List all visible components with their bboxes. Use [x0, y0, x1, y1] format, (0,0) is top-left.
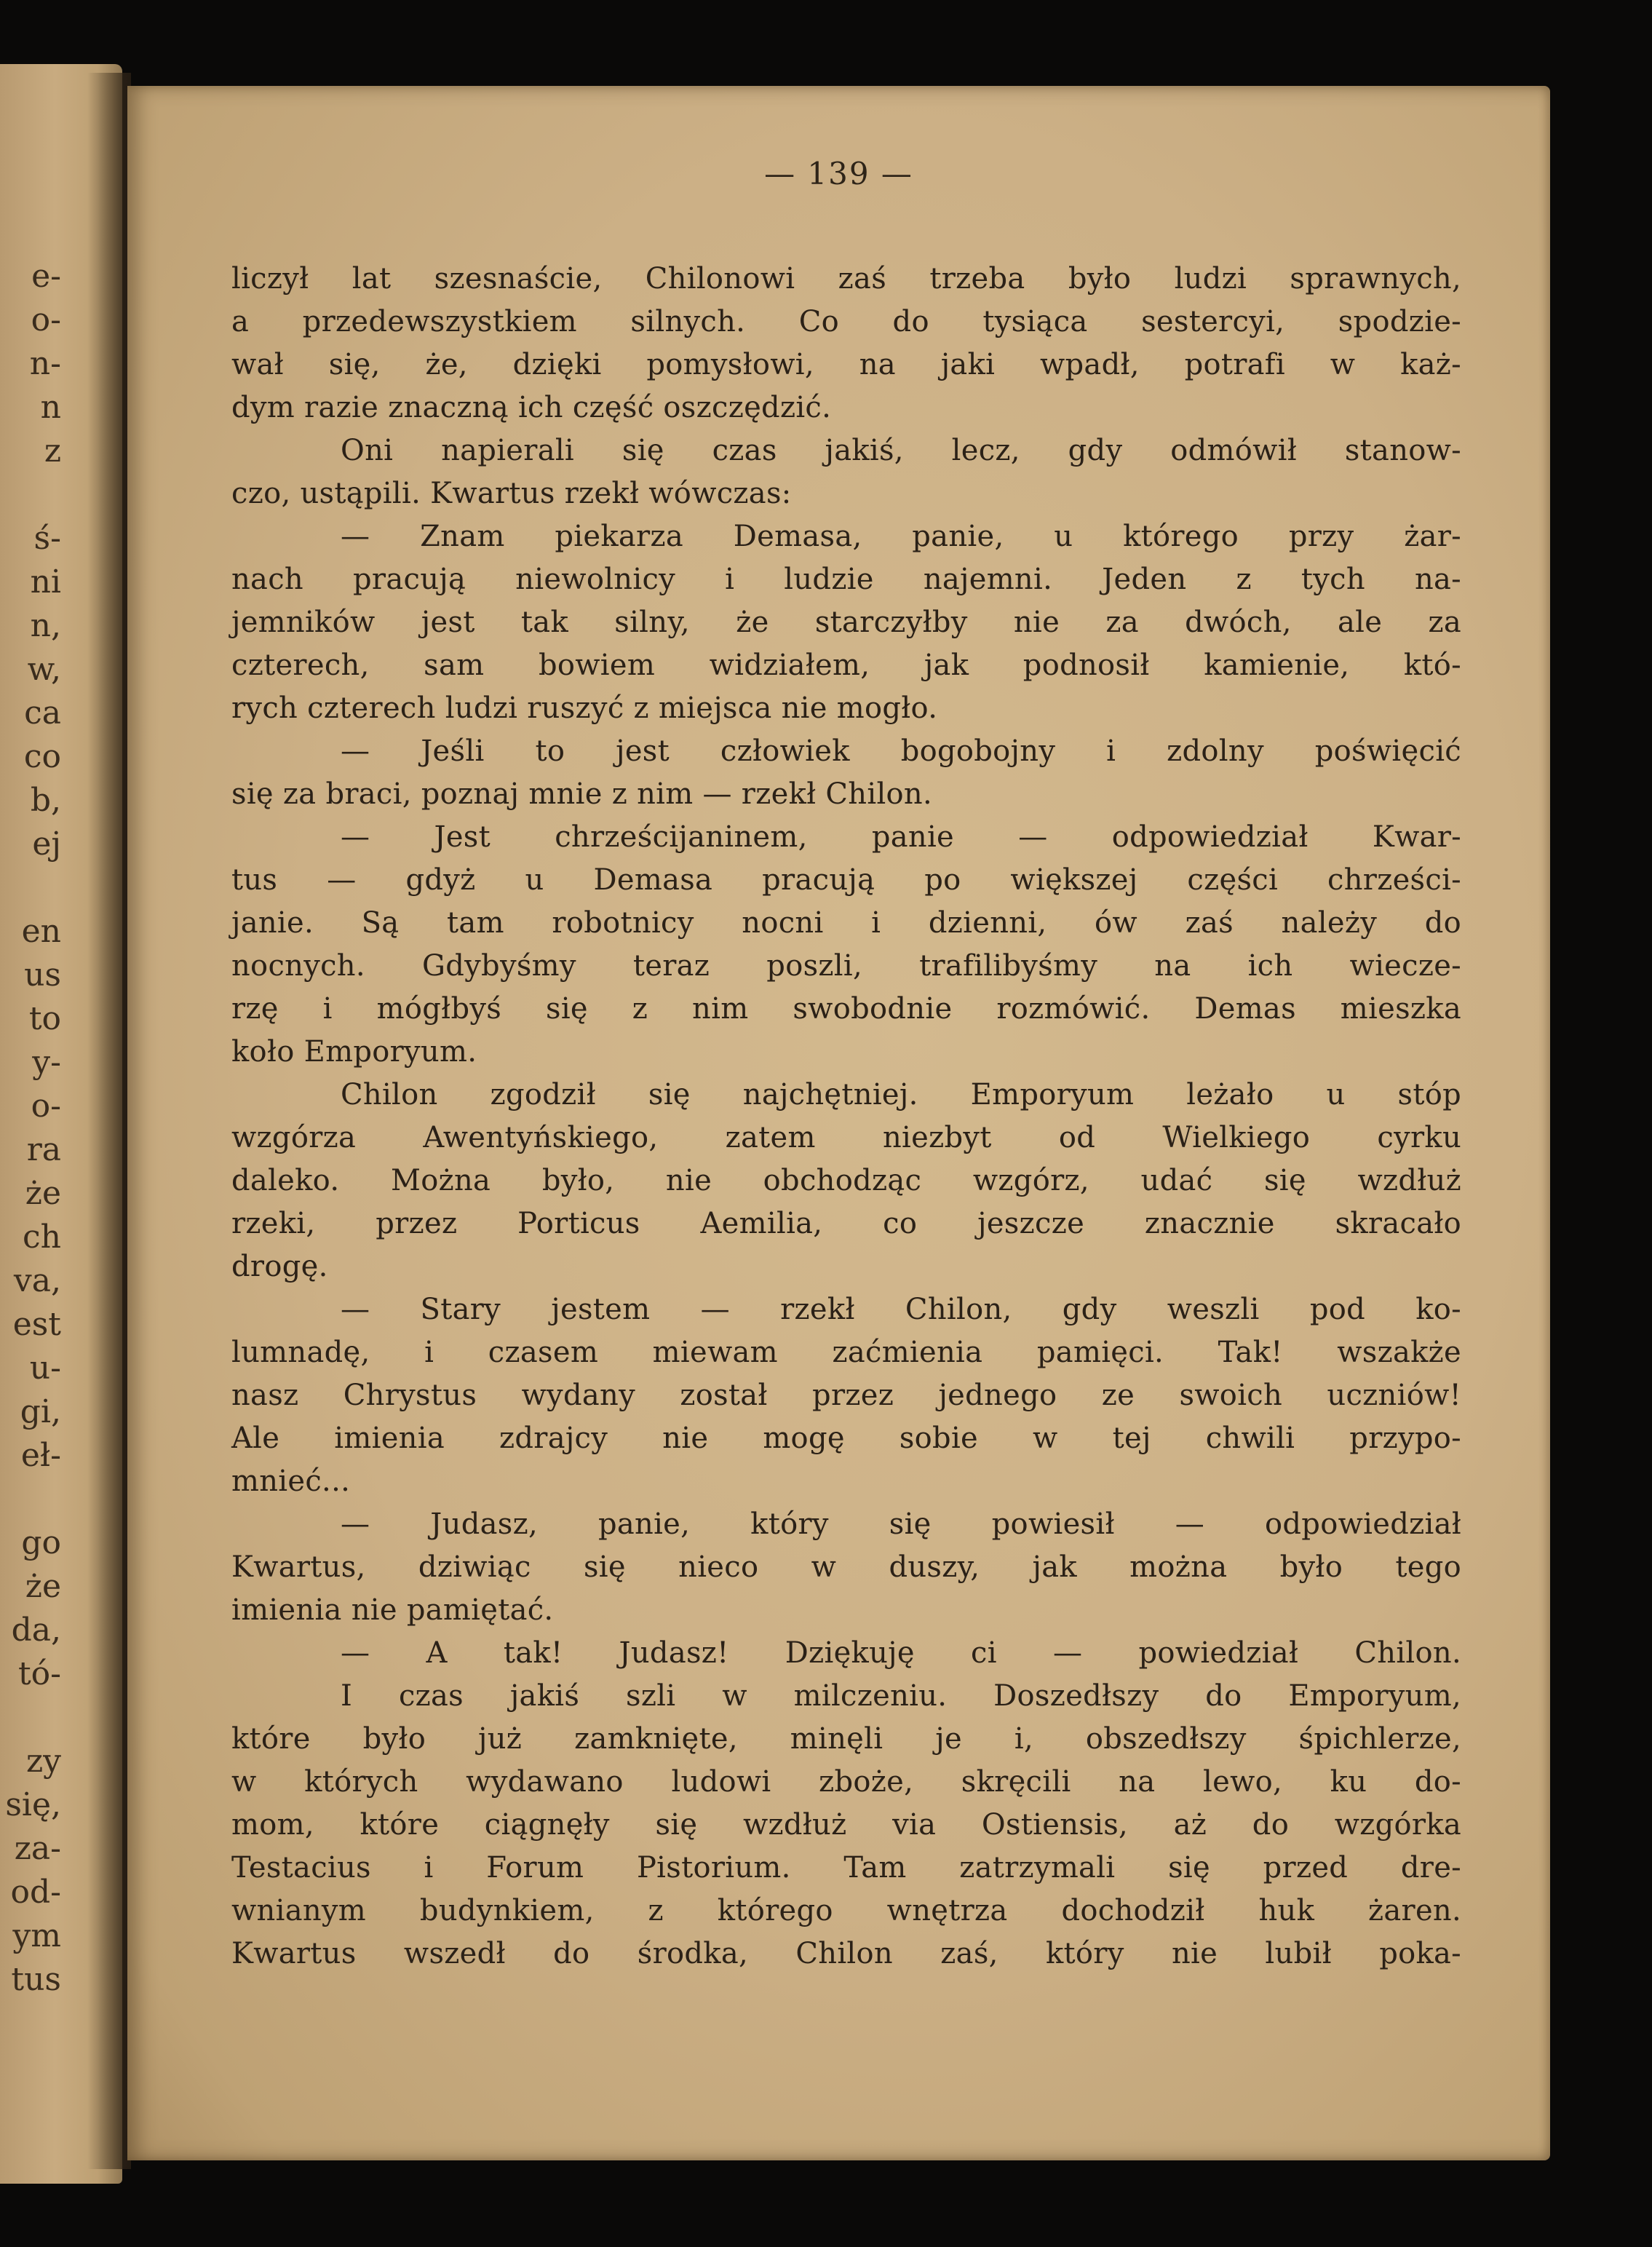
text-line: drogę.: [231, 1250, 328, 1283]
text-line: liczył lat szesnaście, Chilonowi zaś trzeba było ludzi sprawnych,: [231, 262, 1461, 296]
text-line: jemników jest tak silny, że starczyłby nie za dwóch, ale za: [231, 606, 1461, 639]
left-fragment: o-: [31, 1087, 61, 1125]
text-line: wzgórza Awentyńskiego, zatem niezbyt od Wielkiego cyrku: [231, 1121, 1461, 1154]
left-fragment: ni: [30, 563, 61, 601]
text-line: lumnadę, i czasem miewam zaćmienia pamięci. Tak! wszakże: [231, 1336, 1461, 1369]
text-line: I czas jakiś szli w milczeniu. Doszedłszy do Emporyum,: [341, 1679, 1461, 1713]
text-line: imienia nie pamiętać.: [231, 1593, 554, 1627]
text-line: czo, ustąpili. Kwartus rzekł wówczas:: [231, 477, 792, 510]
text-line: — A tak! Judasz! Dziękuję ci — powiedział Chilon.: [341, 1636, 1461, 1670]
left-fragment: ch: [23, 1218, 61, 1256]
text-line: — Znam piekarza Demasa, panie, u którego przy żar-: [341, 520, 1461, 553]
text-line: Kwartus, dziwiąc się nieco w duszy, jak można było tego: [231, 1550, 1461, 1584]
left-fragment: ym: [12, 1917, 61, 1954]
left-fragment: eł-: [20, 1437, 61, 1474]
left-fragment: co: [23, 738, 61, 775]
text-line: mnieć...: [231, 1465, 351, 1498]
text-line: czterech, sam bowiem widziałem, jak podnosił kamienie, któ-: [231, 649, 1461, 682]
page-number: — 139 —: [764, 156, 913, 191]
text-line: wał się, że, dzięki pomysłowi, na jaki wpadł, potrafi w każ-: [231, 348, 1461, 381]
text-line: daleko. Można było, nie obchodząc wzgórz, udać się wzdłuż: [231, 1164, 1461, 1197]
text-line: dym razie znaczną ich część oszczędzić.: [231, 391, 832, 424]
left-fragment: że: [25, 1175, 61, 1212]
text-line: tus — gdyż u Demasa pracują po większej części chrześci-: [231, 863, 1461, 897]
book-gutter-shadow: [87, 73, 131, 2169]
text-line: mom, które ciągnęły się wzdłuż via Ostiensis, aż do wzgórka: [231, 1808, 1461, 1842]
text-line: się za braci, poznaj mnie z nim — rzekł Chilon.: [231, 777, 933, 811]
text-line: Chilon zgodził się najchętniej. Emporyum leżało u stóp: [341, 1078, 1461, 1111]
left-fragment: y-: [32, 1044, 61, 1081]
text-line: rzę i mógłbyś się z nim swobodnie rozmówić. Demas mieszka: [231, 992, 1461, 1026]
text-line: wnianym budynkiem, z którego wnętrza dochodził huk żaren.: [231, 1894, 1461, 1927]
text-line: — Judasz, panie, który się powiesił — odpowiedział: [341, 1507, 1461, 1541]
text-line: — Jest chrześcijaninem, panie — odpowiedział Kwar-: [341, 820, 1461, 854]
left-fragment: en: [21, 913, 61, 950]
text-line: koło Emporyum.: [231, 1035, 477, 1069]
left-fragment: e-: [31, 258, 61, 295]
text-line: Testacius i Forum Pistorium. Tam zatrzymali się przed dre-: [231, 1851, 1461, 1885]
text-line: rych czterech ludzi ruszyć z miejsca nie mogło.: [231, 691, 938, 725]
text-line: — Stary jestem — rzekł Chilon, gdy weszli pod ko-: [341, 1293, 1461, 1326]
body-text: [231, 258, 1461, 1975]
text-line: Kwartus wszedł do środka, Chilon zaś, który nie lubił poka-: [231, 1937, 1461, 1970]
text-line: Oni napierali się czas jakiś, lecz, gdy odmówił stanow-: [341, 434, 1461, 467]
left-fragment: tus: [11, 1961, 61, 1998]
left-fragment: ra: [26, 1131, 61, 1168]
left-fragment: w,: [27, 651, 61, 688]
left-fragment: b,: [30, 782, 61, 819]
book-page: [127, 86, 1550, 2160]
text-line: nach pracują niewolnicy i ludzie najemni. Jeden z tych na-: [231, 563, 1461, 596]
left-fragment: ca: [24, 694, 61, 732]
left-fragment: ej: [32, 825, 61, 863]
left-fragment: to: [28, 1000, 61, 1037]
text-line: a przedewszystkiem silnych. Co do tysiąca sestercyi, spodzie-: [231, 305, 1461, 338]
text-line: rzeki, przez Porticus Aemilia, co jeszcze znacznie skracało: [231, 1207, 1461, 1240]
text-line: nasz Chrystus wydany został przez jednego ze swoich uczniów!: [231, 1379, 1461, 1412]
text-line: janie. Są tam robotnicy nocni i dzienni, ów zaś należy do: [231, 906, 1461, 940]
left-fragment: za-: [14, 1830, 61, 1867]
left-fragment: się,: [5, 1786, 61, 1823]
left-fragment: n-: [29, 345, 61, 382]
left-fragment: est: [12, 1306, 61, 1343]
left-fragment: n,: [30, 607, 61, 644]
left-fragment: n: [40, 389, 61, 426]
left-fragment: us: [24, 956, 61, 994]
text-line: — Jeśli to jest człowiek bogobojny i zdolny poświęcić: [341, 734, 1461, 768]
text-line: które było już zamknięte, minęli je i, obszedłszy śpichlerze,: [231, 1722, 1461, 1756]
left-fragment: o-: [31, 301, 61, 338]
left-fragment: va,: [13, 1262, 61, 1299]
left-fragment: ś-: [33, 520, 61, 557]
text-line: w których wydawano ludowi zboże, skręcili na lewo, ku do-: [231, 1765, 1461, 1799]
text-line: nocnych. Gdybyśmy teraz poszli, trafilibyśmy na ich wiecze-: [231, 949, 1461, 983]
left-fragment: go: [21, 1524, 61, 1561]
left-fragment: u-: [29, 1350, 61, 1387]
left-fragment: tó-: [17, 1655, 61, 1692]
left-fragment: z: [44, 432, 61, 469]
left-fragment: zy: [25, 1743, 61, 1780]
left-fragment: od-: [10, 1874, 61, 1911]
left-fragment: gi,: [20, 1393, 61, 1430]
left-fragment: da,: [11, 1612, 61, 1649]
text-line: Ale imienia zdrajcy nie mogę sobie w tej chwili przypo-: [231, 1422, 1461, 1455]
left-fragment: że: [25, 1568, 61, 1605]
